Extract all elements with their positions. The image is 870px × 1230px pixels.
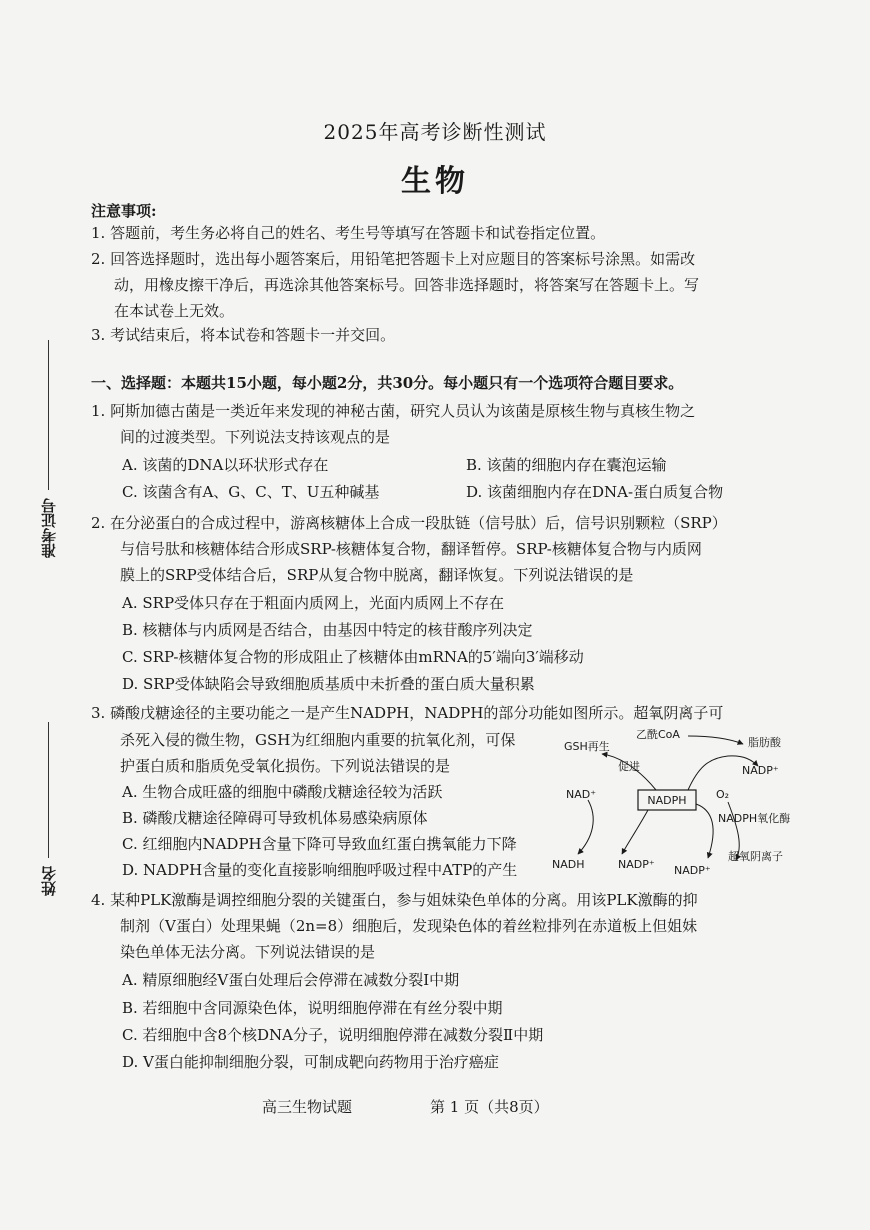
o2-label: O₂: [716, 788, 730, 801]
nadh-label: NADH: [552, 858, 585, 871]
page-number: 第 1 页（共8页）: [430, 1098, 549, 1116]
nadp-br-label: NADP⁺: [674, 864, 711, 877]
promote-label: 促进: [618, 760, 640, 773]
option-b: B. 磷酸戊糖途径障碍可导致机体易感染病原体: [122, 809, 428, 827]
question-stem: 4. 某种PLK激酶是调控细胞分裂的关键蛋白，参与姐妹染色单体的分离。用该PLK激酶的抑: [91, 891, 698, 909]
nadph-label: NADPH: [647, 794, 687, 807]
question-stem: 间的过渡类型。下列说法支持该观点的是: [120, 428, 391, 446]
question-stem: 3. 磷酸戊糖途径的主要功能之一是产生NADPH，NADPH的部分功能如图所示。超氧阴离子可: [91, 704, 724, 722]
footer-subject: 高三生物试题: [262, 1098, 353, 1116]
question-stem: 制剂（V蛋白）处理果蝇（2n=8）细胞后，发现染色体的着丝粒排列在赤道板上但姐妹: [120, 917, 698, 935]
arrow-nad-to-nadh: [578, 800, 593, 854]
arrow-to-nadp-bl: [622, 810, 648, 854]
option-a: A. 该菌的DNA以环状形式存在: [122, 456, 329, 474]
option-c: C. 该菌含有A、G、C、T、U五种碱基: [122, 483, 380, 501]
question-stem: 1. 阿斯加德古菌是一类近年来发现的神秘古菌，研究人员认为该菌是原核生物与真核生物之: [91, 402, 696, 420]
nadp-bl-label: NADP⁺: [618, 858, 655, 871]
note-line: 在本试卷上无效。: [114, 302, 235, 320]
option-c: C. SRP-核糖体复合物的形成阻止了核糖体由mRNA的5′端向3′端移动: [122, 648, 584, 666]
question-stem: 膜上的SRP受体结合后，SRP从复合物中脱离，翻译恢复。下列说法错误的是: [120, 566, 634, 584]
question-stem: 染色单体无法分离。下列说法错误的是: [120, 943, 376, 961]
note-line: 3. 考试结束后，将本试卷和答题卡一并交回。: [91, 326, 396, 344]
note-line: 2. 回答选择题时，选出每小题答案后，用铅笔把答题卡上对应题目的答案标号涂黑。如需改: [91, 250, 696, 268]
fatty-acid-label: 脂肪酸: [748, 736, 781, 749]
note-line: 1. 答题前，考生务必将自己的姓名、考生号等填写在答题卡和试卷指定位置。: [91, 224, 606, 242]
nadph-oxidase-label: NADPH氧化酶: [718, 812, 791, 825]
question-stem: 2. 在分泌蛋白的合成过程中，游离核糖体上合成一段肽链（信号肽）后，信号识别颗粒（SRP）: [91, 514, 727, 532]
arrow-to-nadp-br: [696, 804, 713, 858]
acetyl-coa-label: 乙酰CoA: [636, 728, 680, 741]
question-stem: 杀死入侵的微生物，GSH为红细胞内重要的抗氧化剂，可保: [120, 731, 516, 749]
arrow-acetyl-to-fatty: [688, 736, 743, 744]
subject-title: 生物: [401, 164, 469, 199]
gsh-label: GSH再生: [564, 740, 610, 753]
name-blank-line: [48, 722, 49, 858]
nadp-top-label: NADP⁺: [742, 764, 779, 777]
question-stem: 护蛋白质和脂质免受氧化损伤。下列说法错误的是: [120, 757, 451, 775]
nadph-function-diagram: [548, 718, 848, 878]
option-d: D. SRP受体缺陷会导致细胞质基质中未折叠的蛋白质大量积累: [122, 675, 535, 693]
option-b: B. 若细胞中含同源染色体，说明细胞停滞在有丝分裂中期: [122, 999, 503, 1017]
name-label: 姓名: [40, 866, 58, 896]
note-line: 动，用橡皮擦干净后，再选涂其他答案标号。回答非选择题时，将答案写在答题卡上。写: [114, 276, 700, 294]
option-b: B. 核糖体与内质网是否结合，由基因中特定的核苷酸序列决定: [122, 621, 533, 639]
option-b: B. 该菌的细胞内存在囊泡运输: [466, 456, 667, 474]
superoxide-label: 超氧阴离子: [728, 850, 783, 863]
exam-id-label: 准考证号: [40, 498, 58, 558]
option-c: C. 若细胞中含8个核DNA分子，说明细胞停滞在减数分裂Ⅱ中期: [122, 1026, 544, 1044]
nad-left-label: NAD⁺: [566, 788, 597, 801]
option-d: D. V蛋白能抑制细胞分裂，可制成靶向药物用于治疗癌症: [122, 1053, 499, 1071]
option-a: A. SRP受体只存在于粗面内质网上，光面内质网上不存在: [122, 594, 505, 612]
notes-heading: 注意事项:: [91, 202, 157, 220]
option-c: C. 红细胞内NADPH含量下降可导致血红蛋白携氧能力下降: [122, 835, 517, 853]
option-a: A. 生物合成旺盛的细胞中磷酸戊糖途径较为活跃: [122, 783, 443, 801]
section-heading: 一、选择题：本题共15小题，每小题2分，共30分。每小题只有一个选项符合题目要求。: [91, 374, 684, 392]
option-d: D. NADPH含量的变化直接影响细胞呼吸过程中ATP的产生: [122, 861, 518, 879]
exam-title: 2025年高考诊断性测试: [323, 120, 547, 144]
exam-id-blank-line: [48, 340, 49, 490]
option-a: A. 精原细胞经V蛋白处理后会停滞在减数分裂Ⅰ中期: [122, 971, 460, 989]
option-d: D. 该菌细胞内存在DNA-蛋白质复合物: [466, 483, 724, 501]
question-stem: 与信号肽和核糖体结合形成SRP-核糖体复合物，翻译暂停。SRP-核糖体复合物与内质网: [120, 540, 702, 558]
